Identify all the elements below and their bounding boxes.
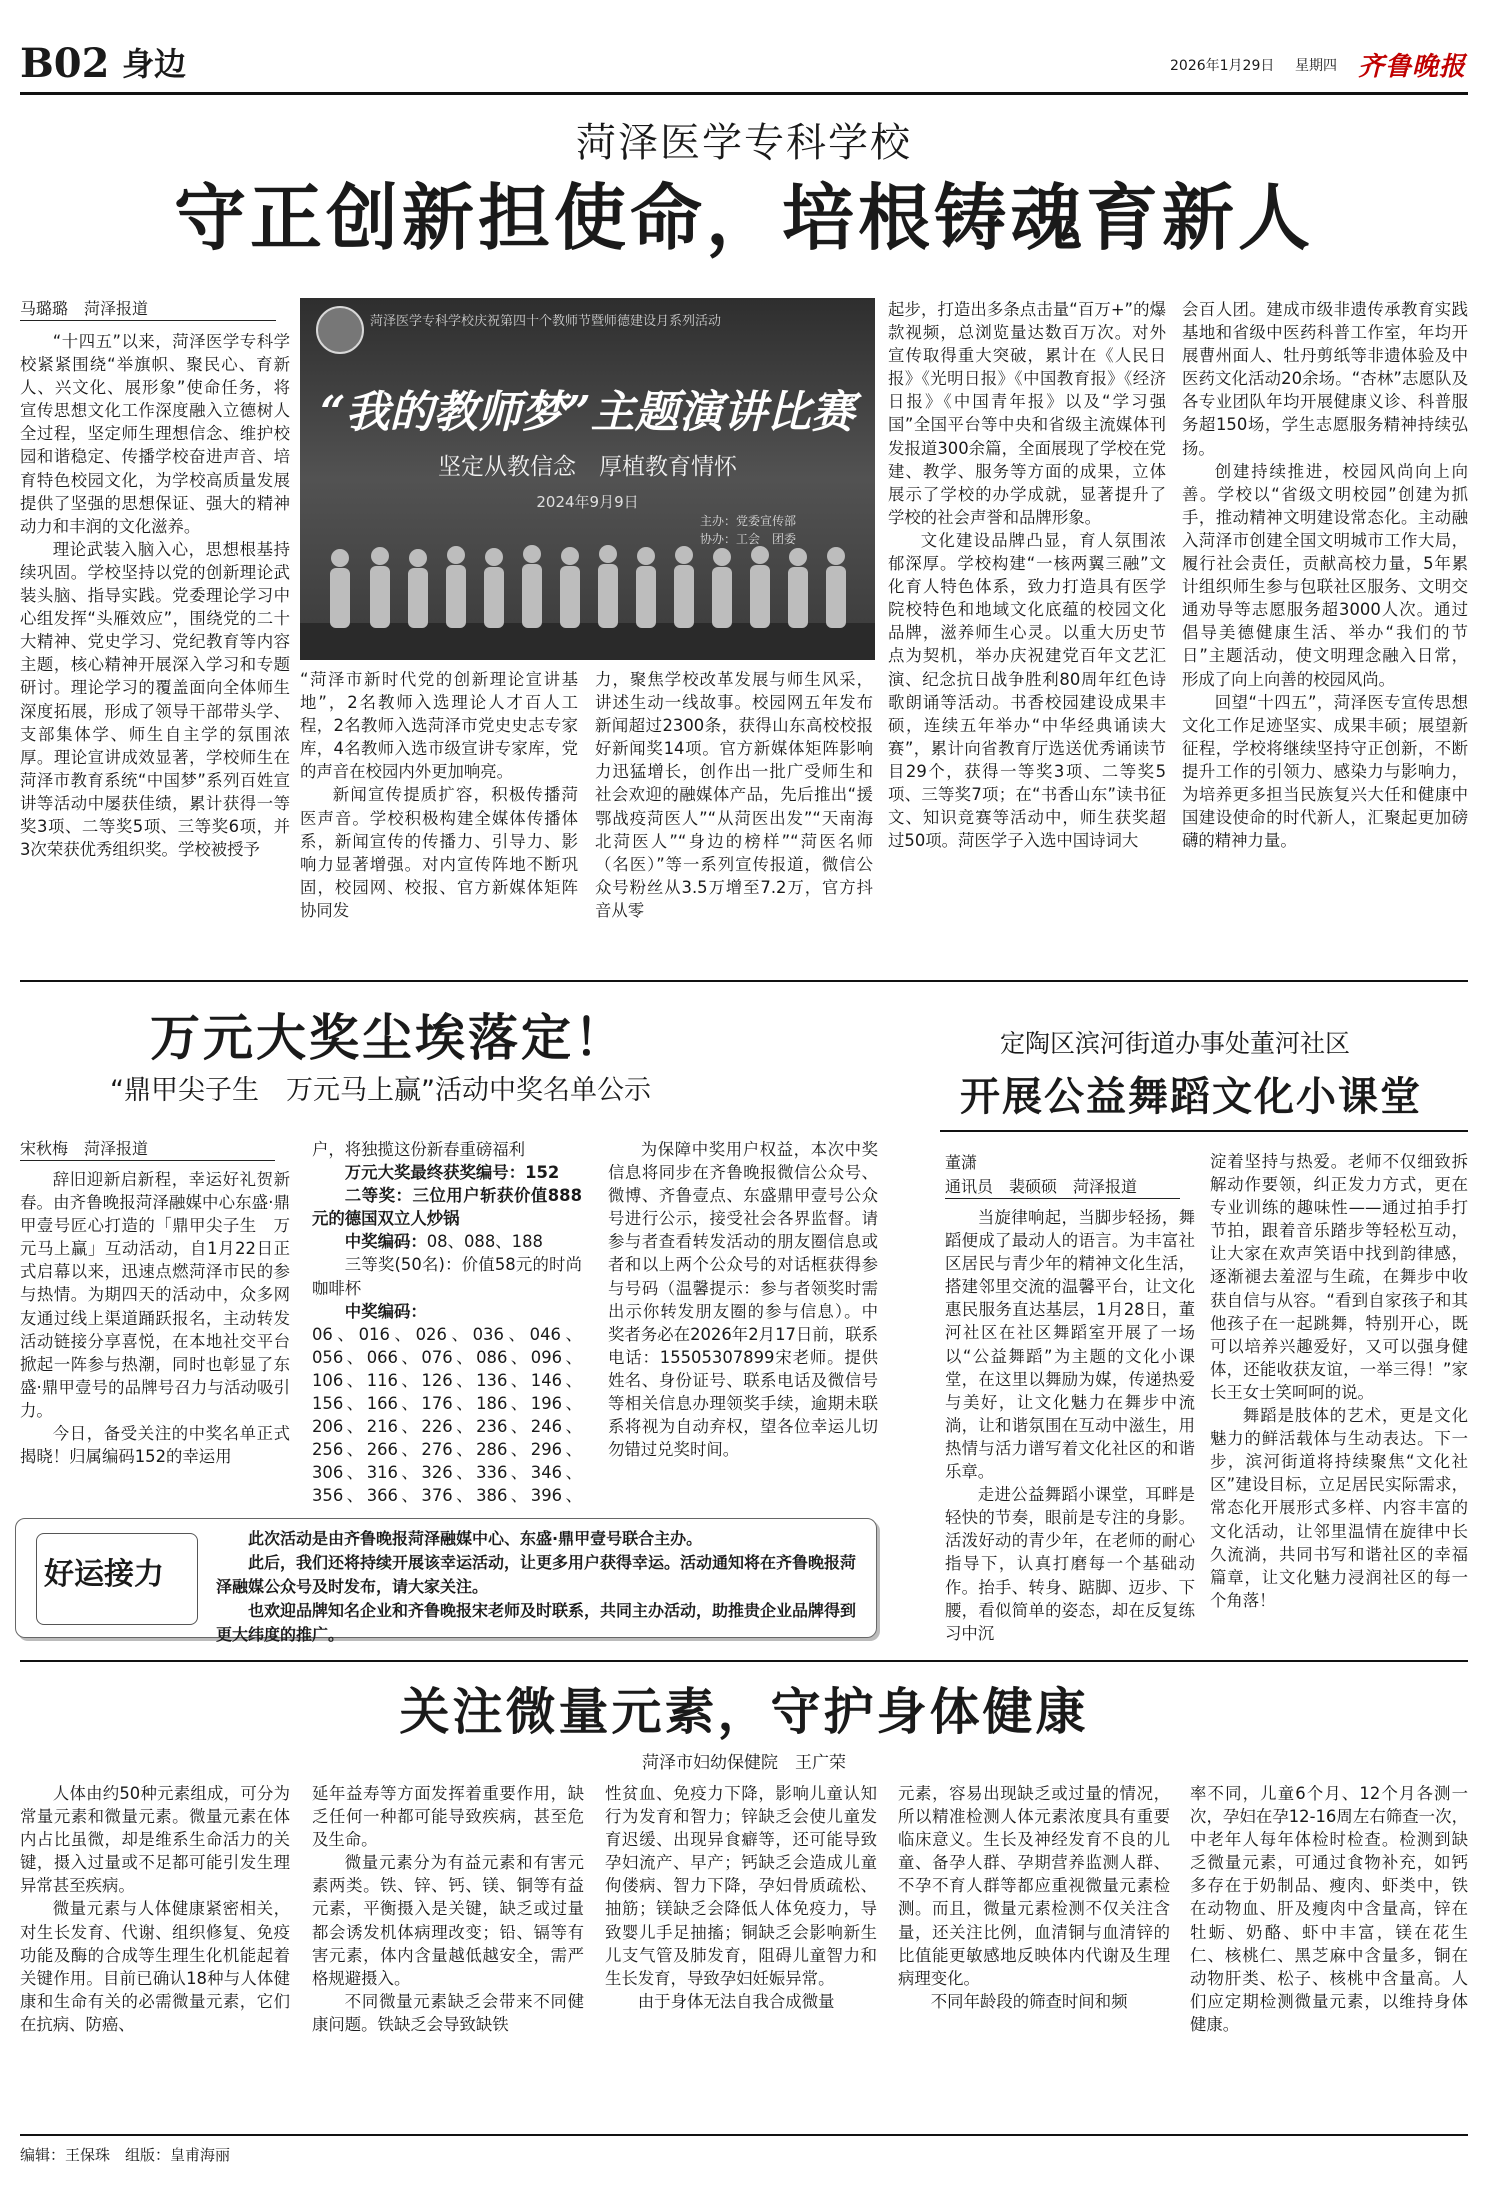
photo-subtitle: 坚定从教信念 厚植教育情怀 <box>438 454 737 480</box>
article4-col4 <box>898 1782 1170 2122</box>
article1-col4 <box>888 298 1166 968</box>
paragraph: 性贫血、免疫力下降，影响儿童认知行为发育和智力；锌缺乏会使儿童发育迟缓、出现异食癖等，还可能导致孕妇流产、早产；钙缺乏会造成儿童佝偻病、智力下降，孕妇骨质疏松、抽筋；镁缺乏会降低人体免疫力，导致婴儿手足抽搐；铜缺乏会影响新生儿支气管及肺发育，阻碍儿童智力和生长发育，导致孕妇妊娠异常。 <box>605 1784 877 1988</box>
paragraph: 为保障中奖用户权益，本次中奖信息将同步在齐鲁晚报微信公众号、微博、齐鲁壹点、东盛鼎甲壹号公众号进行公示，接受社会各界监督。请参与者查看转发活动的朋友圈信息或者和以上两个公众号的对话框获得参与号码（温馨提示：参与者领奖时需出示你转发朋友圈的参与信息）。中奖者务必在2026年2月17日前，联系电话：15505307899宋老师。提供姓名、身份证号、联系电话及微信号等相关信息办理领奖手续，逾期未联系将视为自动弃权，望各位幸运儿切勿错过兑奖时间。 <box>608 1140 878 1460</box>
article1-bottom-rule <box>20 980 1468 982</box>
article3-byline-role: 通讯员 裴硕硕 菏泽报道 <box>945 1176 1180 1199</box>
second-prize: 二等奖：三位用户斩获价值888元的德国双立人炒锅 <box>312 1186 582 1229</box>
photo-date: 2024年9月9日 <box>536 493 639 511</box>
paragraph: 理论武装入脑入心，思想根基持续巩固。学校坚持以党的创新理论武装头脑、指导实践。党委理论学习中心组发挥“头雁效应”，围绕党的二十大精神、党史学习、党纪教育等内容主题，核心精神开展深入学习和专题研讨。理论学习的覆盖面向全体师生深度拓展，形成了领导干部带头学、支部集体学、师生自主学的氛围浓厚。理论宣讲成效显著，学校师生在菏泽市教育系统“中国梦”系列百姓宣讲等活动中屡获佳绩，累计获得一等奖3项、二等奖5项、三等奖6项，并3次荣获优秀组织奖。学校被授予 <box>20 539 290 860</box>
paragraph: 文化建设品牌凸显，育人氛围浓郁深厚。学校构建“一核两翼三融”文化育人特色体系，致力打造具有医学院校特色和地域文化底蕴的校园文化品牌，滋养师生心灵。以重大历史节点为契机，举办庆祝建党百年文艺汇演、纪念抗日战争胜利80周年红色诗歌朗诵等活动。书香校园建设成果丰硕，连续五年举办“中华经典诵读大赛”，累计向省教育厅选送优秀诵读节目29个，获得一等奖3项、二等奖5项、三等奖7项；在“书香山东”读书征文、知识竞赛等活动中，师生获奖超过50项。菏医学子入选中国诗词大 <box>888 530 1166 851</box>
paragraph: 会百人团。建成市级非遗传承教育实践基地和省级中医药科普工作室，年均开展曹州面人、牡丹剪纸等非遗体验及中医药文化活动20余场。“杏林”志愿队及各专业团队年均开展健康义诊、科普服务超150场，学生志愿服务精神持续弘扬。 <box>1182 300 1468 458</box>
paragraph: 辞旧迎新启新程，幸运好礼贺新春。由齐鲁晚报菏泽融媒中心东盛·鼎甲壹号匠心打造的「鼎甲尖子生 万元马上赢」互动活动，自1月22日正式启幕以来，迅速点燃菏泽市民的参与热情。为期四天的活动中，众多网友通过线上渠道踊跃报名，主动转发活动链接分享喜悦，在本地社交平台掀起一阵参与热潮，同时也彰显了东盛·鼎甲壹号的品牌号召力与活动吸引力。 <box>20 1170 290 1420</box>
third-prize-codes-label: 中奖编码： <box>344 1301 427 1321</box>
paragraph: 户，将独揽这份新春重磅福利 <box>312 1140 526 1159</box>
paragraph: “十四五”以来，菏泽医学专科学校紧紧围绕“举旗帜、聚民心、育新人、兴文化、展形象”使命任务，将宣传思想文化工作深度融入立德树人全过程，坚定师生理想信念、维护校园和谐稳定、传播学校奋进声音、培育特色校园文化，为学校高质量发展提供了坚强的思想保证、强大的精神动力和丰润的文化滋养。 <box>20 332 290 536</box>
issue-date: 2026年1月29日 <box>1170 58 1275 74</box>
article3-byline-name: 董潇 <box>945 1153 978 1172</box>
goodluck-line: 此后，我们还将持续开展该幸运活动，让更多用户获得幸运。活动通知将在齐鲁晚报菏泽融媒公众号及时发布，请大家关注。 <box>216 1553 857 1596</box>
article3-kicker: 定陶区滨河街道办事处董河社区 <box>1000 1029 1351 1058</box>
goodluck-text <box>216 1527 856 1647</box>
article2-col3 <box>608 1138 878 1508</box>
article3-col2 <box>1210 1150 1468 1650</box>
codes-value: 08、088、188 <box>426 1232 543 1252</box>
article3-bottom-rule <box>20 1660 1468 1662</box>
article1-byline: 马璐璐 菏泽报道 <box>20 298 276 321</box>
article4-col2 <box>312 1782 584 2122</box>
article1-photo <box>300 298 875 660</box>
paragraph: 创建持续推进，校园风尚向上向善。学校以“省级文明校园”创建为抓手，推动精神文明建设常态化。主动融入菏泽市创建全国文明城市工作大局，履行社会责任，贡献高校力量，5年累计组织师生参与包联社区服务、文明交通劝导等志愿服务超3000人次。通过倡导美德健康生活、举办“我们的节日”主题活动，使文明理念融入日常，形成了向上向善的校园风尚。 <box>1182 461 1468 689</box>
goodluck-label: 好运接力 <box>44 1557 164 1592</box>
paragraph: 率不同，儿童6个月、12个月各测一次，孕妇在孕12-16周左右筛查一次，中老年人每年体检时检查。检测到缺乏微量元素，可通过食物补充，如钙多存在于奶制品、瘦肉、虾类中，铁在动物血、肝及瘦肉中含量高，锌在牡蛎、奶酪、虾中丰富，镁在花生仁、核桃仁、黑芝麻中含量多，铜在动物肝类、松子、核桃中含量高。人们应定期检测微量元素，以维持身体健康。 <box>1190 1784 1468 2034</box>
second-prize-codes <box>312 1230 582 1253</box>
article1-col3 <box>595 668 873 968</box>
issue-weekday: 星期四 <box>1295 58 1337 74</box>
school-emblem-icon <box>316 306 364 354</box>
photo-host: 主办：党委宣传部 <box>700 514 797 528</box>
codes-label: 中奖编码： <box>344 1232 427 1252</box>
paragraph: 延年益寿等方面发挥着重要作用，缺乏任何一种都可能导致疾病，甚至危及生命。 <box>312 1784 584 1850</box>
paragraph: 淀着坚持与热爱。老师不仅细致拆解动作要领，纠正发力方式，更在专业训练的趣味性——通过拍手打节拍，跟着音乐踏步等轻松互动，让大家在欢声笑语中找到韵律感，逐渐褪去羞涩与生疏，在舞步中收获自信与从容。“看到自家孩子和其他孩子在一起跳舞，特别开心，既可以培养兴趣爱好，又可以强身健体，还能收获友谊，一举三得！”家长王女士笑呵呵的说。 <box>1210 1152 1468 1402</box>
page-code: B02 <box>20 40 110 87</box>
paragraph: 回望“十四五”，菏泽医专宣传思想文化工作足迹坚实、成果丰硕；展望新征程，学校将继续坚持守正创新，不断提升工作的引领力、感染力与影响力，为培养更多担当民族复兴大任和健康中国建设使命的时代新人，汇聚起更加磅礴的精神力量。 <box>1182 692 1468 851</box>
goodluck-line: 此次活动是由齐鲁晚报菏泽融媒中心、东盛·鼎甲壹号联合主办。 <box>248 1529 703 1548</box>
article2-headline: 万元大奖尘埃落定！ <box>150 1008 627 1067</box>
article3-title-rule <box>940 1130 1468 1132</box>
paragraph: 人体由约50种元素组成，可分为常量元素和微量元素。微量元素在体内占比虽微，却是维系生命活力的关键，摄入过量或不足都可能引发生理异常甚至疾病。 <box>20 1784 290 1896</box>
paragraph: 走进公益舞蹈小课堂，耳畔是轻快的节奏，眼前是专注的身影。活泼好动的青少年，在老师的耐心指导下，认真打磨每一个基础动作。抬手、转身、踮脚、迈步、下腰，看似简单的姿态，却在反复练习中沉 <box>945 1485 1195 1643</box>
photo-title: “我的教师梦”主题演讲比赛 <box>320 387 855 438</box>
paragraph: 不同年龄段的筛查时间和频 <box>930 1991 1128 2011</box>
article2-subhead: “鼎甲尖子生 万元马上赢”活动中奖名单公示 <box>110 1075 651 1106</box>
goodluck-line: 也欢迎品牌知名企业和齐鲁晚报宋老师及时联系，共同主办活动，助推贵企业品牌得到更大纬度的推广。 <box>216 1601 857 1644</box>
masthead-logo: 齐鲁晚报 <box>1358 52 1467 82</box>
article2-byline: 宋秋梅 菏泽报道 <box>20 1138 275 1161</box>
footer-rule <box>20 2134 1468 2136</box>
article4-col5 <box>1190 1782 1468 2122</box>
paragraph: 微量元素与人体健康紧密相关，对生长发育、代谢、组织修复、免疫功能及酶的合成等生理生化机能起着关键作用。目前已确认18种与人体健康和生命有关的必需微量元素，它们在抗病、防癌、 <box>20 1899 290 2034</box>
paragraph: 今日，备受关注的中奖名单正式揭晓！归属编码152的幸运用 <box>20 1424 290 1467</box>
article1-col5 <box>1182 298 1468 968</box>
article4-col1 <box>20 1782 290 2122</box>
section-name: 身边 <box>122 45 187 83</box>
goodluck-box <box>15 1518 877 1644</box>
third-prize: 三等奖(50名)：价值58元的时尚咖啡杯 <box>312 1255 582 1298</box>
paragraph: 力，聚焦学校改革发展与师生风采，讲述生动一线故事。校园网五年发布新闻超过2300条，获得山东高校校报好新闻奖14项。官方新媒体矩阵影响力迅猛增长，创作出一批广受师生和社会欢迎的融媒体产品，先后推出“援鄂战疫菏医人”“从菏医出发”“天南海北菏医人”“身边的榜样”“菏医名师（名医）”等一系列宣传报道，微信公众号粉丝从3.5万增至7.2万，官方抖音从零 <box>595 670 873 920</box>
paragraph: “菏泽市新时代党的创新理论宣讲基地”，2名教师入选理论人才百人工程，2名教师入选菏泽市党史史志专家库，4名教师入选市级宣讲专家库，党的声音在校园内外更加响亮。 <box>300 670 578 782</box>
grand-prize: 万元大奖最终获奖编号：152 <box>344 1163 560 1183</box>
article4-headline: 关注微量元素，守护身体健康 <box>399 1682 1089 1741</box>
paragraph: 不同微量元素缺乏会带来不同健康问题。铁缺乏会导致缺铁 <box>312 1991 584 2034</box>
article1-kicker: 菏泽医学专科学校 <box>576 120 912 166</box>
footer-credits: 编辑：王保珠 组版：皇甫海丽 <box>20 2146 231 2164</box>
paragraph: 微量元素分为有益元素和有害元素两类。铁、锌、钙、镁、铜等有益元素，平衡摄入是关键，缺乏或过量都会诱发机体病理改变；铅、镉等有害元素，体内含量越低越安全，需严格规避摄入。 <box>312 1853 584 1988</box>
article2-col1 <box>20 1168 290 1508</box>
article2-col2 <box>312 1138 582 1508</box>
article4-byline: 菏泽市妇幼保健院 王广荣 <box>642 1753 846 1773</box>
paragraph: 起步，打造出多条点击量“百万+”的爆款视频，总浏览量达数百万次。对外宣传取得重大突破，累计在《人民日报》《光明日报》《中国教育报》《经济日报》《中国青年报》以及“学习强国”全国平台等中央和省级主流媒体刊发报道300余篇，全面展现了学校在党建、教学、服务等方面的成果，立体展示了学校的办学成就，显著提升了学校的社会声誉和品牌形象。 <box>888 300 1166 527</box>
photo-banner-text: 菏泽医学专科学校庆祝第四十个教师节暨师德建设月系列活动 <box>370 314 722 329</box>
third-prize-codes: 06、016、026、036、046、056、066、076、086、096、106、116、126、136、146、156、166、176、186、196、206、216、226、236、246、256、266、276、286、296、306、316、326、336、346、356、366、376、386、396、 <box>312 1324 582 1506</box>
paragraph: 元素，容易出现缺乏或过量的情况，所以精准检测人体元素浓度具有重要临床意义。生长及神经发育不良的儿童、备孕人群、孕期营养监测人群、不孕不育人群等都应重视微量元素检测。而且，微量元素检测不仅关注含量，还关注比例，血清铜与血清锌的比值能更敏感地反映体内代谢及生理病理变化。 <box>898 1784 1170 1988</box>
article1-col2 <box>300 668 578 968</box>
article1-headline: 守正创新担使命，培根铸魂育新人 <box>173 175 1314 260</box>
photo-co-host: 协办：工会 团委 <box>700 532 797 546</box>
article4-col3 <box>605 1782 877 2122</box>
article3-headline: 开展公益舞蹈文化小课堂 <box>960 1073 1422 1120</box>
paragraph: 舞蹈是肢体的艺术，更是文化魅力的鲜活载体与生动表达。下一步，滨河街道将持续聚焦“文化社区”建设目标，立足居民实际需求，常态化开展形式多样、内容丰富的文化活动，让邻里温情在旋律中长久流淌，共同书写和谐社区的幸福篇章，让文化魅力浸润社区的每一个角落！ <box>1210 1406 1468 1610</box>
paragraph: 新闻宣传提质扩容，积极传播菏医声音。学校积极构建全媒体传播体系，新闻宣传的传播力、引导力、影响力显著增强。对内宣传阵地不断巩固，校园网、校报、官方新媒体矩阵协同发 <box>300 785 578 920</box>
header-rule <box>20 92 1468 95</box>
paragraph: 由于身体无法自我合成微量 <box>637 1991 835 2011</box>
paragraph: 当旋律响起，当脚步轻扬，舞蹈便成了最动人的语言。为丰富社区居民与青少年的精神文化生活，搭建邻里交流的温馨平台，让文化惠民服务直达基层，1月28日，董河社区在社区舞蹈室开展了一场以“公益舞蹈”为主题的文化小课堂，在这里以舞励为媒，传递热爱与美好，让文化魅力在舞步中流淌，让和谐氛围在互动中滋生，用热情与活力谱写着文化社区的和谐乐章。 <box>945 1208 1195 1482</box>
group-photo-figures <box>300 528 875 660</box>
article3-col1 <box>945 1206 1195 1646</box>
